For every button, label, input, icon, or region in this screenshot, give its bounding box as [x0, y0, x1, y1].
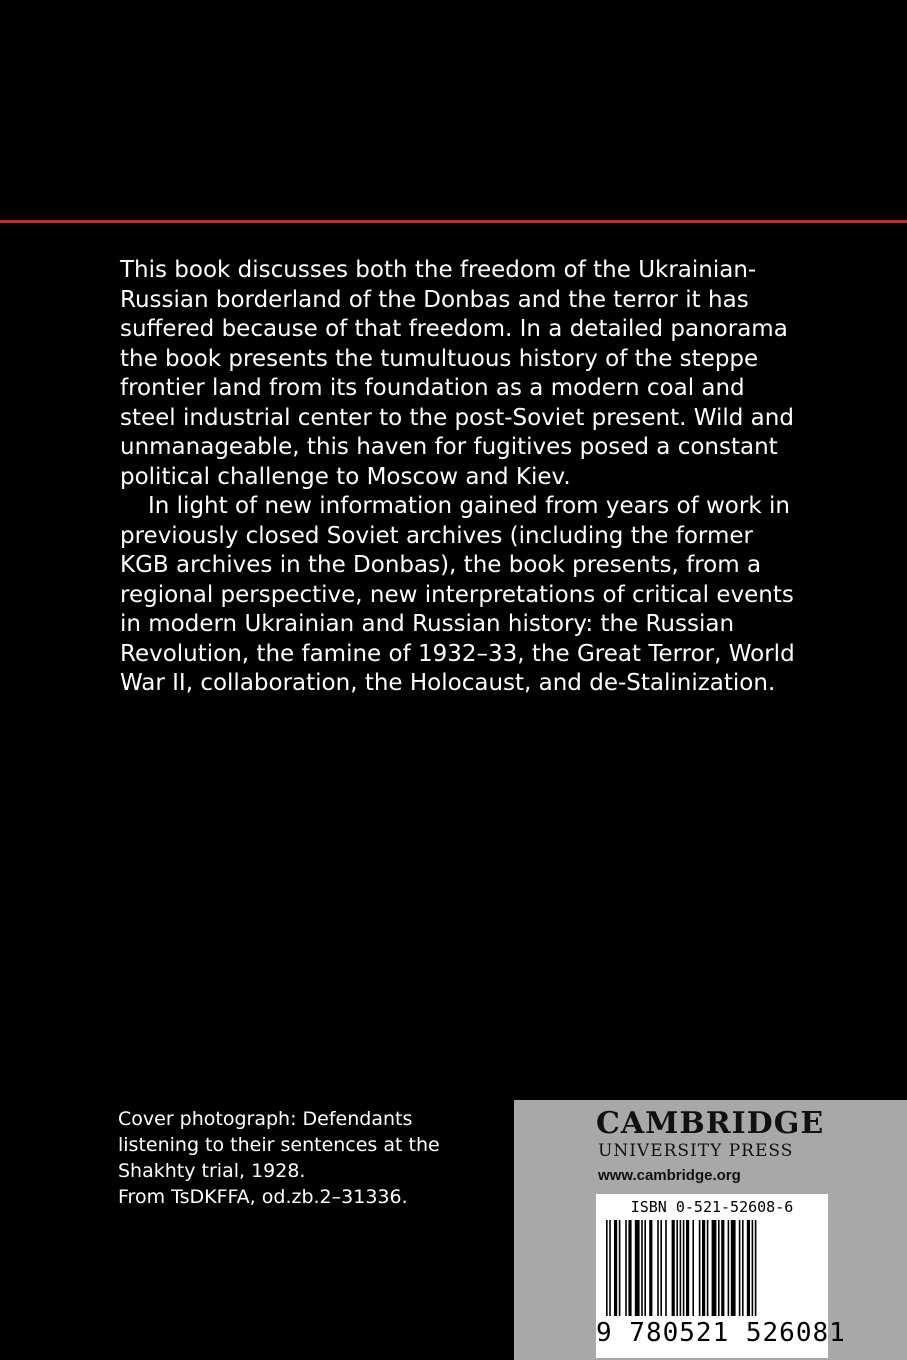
publisher-website: www.cambridge.org — [598, 1167, 741, 1184]
publisher-name: CAMBRIDGE — [596, 1106, 825, 1141]
blurb-paragraph-1: This book discusses both the freedom of the Ukrainian-Russian borderland of the Donbas and the terror it has suffered because of that freedom. In a detailed panorama the book presents the tumultuous history of the steppe frontier land from its foundation as a modern coal and steel industrial center to the post-Soviet present. Wild and unmanageable, this haven for fugitives posed a constant political challenge to Moscow and Kiev. — [120, 257, 794, 490]
credit-line: Cover photograph: Defendants — [118, 1108, 413, 1130]
ean-digits: 9 780521 526081 — [596, 1318, 846, 1348]
barcode-box — [596, 1194, 846, 1358]
back-cover-blurb — [120, 256, 800, 699]
isbn-label: ISBN 0-521-52608-6 — [630, 1198, 794, 1216]
publisher-panel — [514, 1100, 907, 1360]
publisher-subtitle: UNIVERSITY PRESS — [598, 1141, 794, 1161]
credit-line: listening to their sentences at the — [118, 1134, 440, 1156]
cover-photo-credit — [118, 1106, 498, 1210]
credit-line: From TsDKFFA, od.zb.2–31336. — [118, 1186, 408, 1208]
barcode-icon — [606, 1220, 818, 1316]
credit-line: Shakhty trial, 1928. — [118, 1160, 306, 1182]
blurb-paragraph-2: In light of new information gained from years of work in previously closed Soviet archives (including the former KGB archives in the Donbas), the book presents, from a regional perspective, new interpretations of critical events in modern Ukrainian and Russian history: the Russian Revolution, the famine of 1932–33, the Great Terror, World War II, collaboration, the Holocaust, and de-Stalinization. — [120, 493, 795, 696]
red-divider-line — [0, 220, 907, 223]
